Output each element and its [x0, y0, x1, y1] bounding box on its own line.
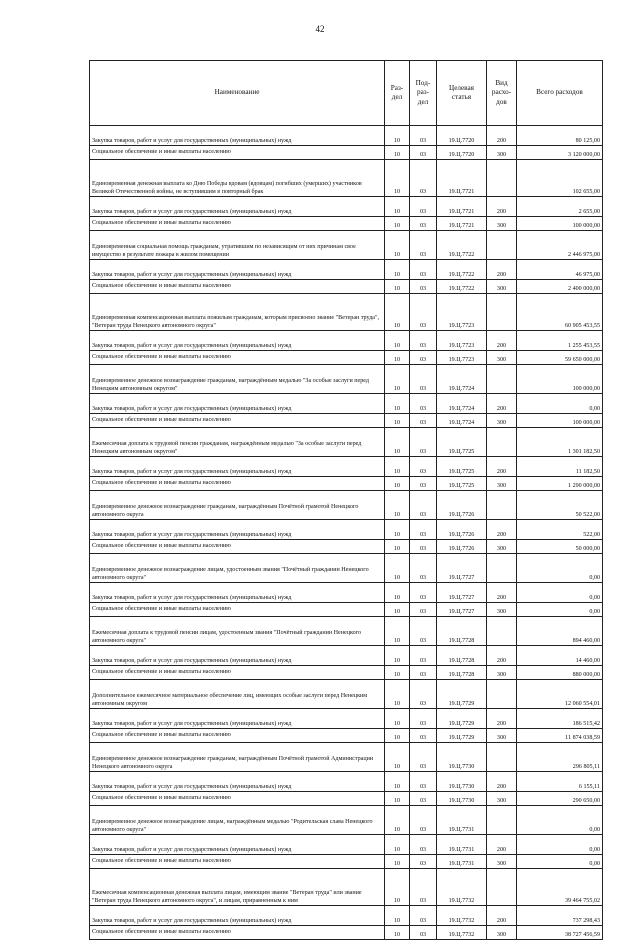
cell-expense-type: 200 [487, 197, 517, 217]
cell-subsection: 03 [410, 280, 437, 294]
cell-name: Социальное обеспечение и иные выплаты населению [90, 477, 385, 491]
cell-subsection: 03 [410, 260, 437, 280]
cell-name: Социальное обеспечение и иные выплаты населению [90, 280, 385, 294]
cell-name: Социальное обеспечение и иные выплаты населению [90, 146, 385, 160]
cell-expense-type [487, 491, 517, 520]
cell-total: 38 727 456,59 [517, 926, 603, 940]
cell-name: Закупка товаров, работ и услуг для государственных (муниципальных) нужд [90, 197, 385, 217]
table-row [90, 414, 603, 428]
cell-target-article: 19.Ц.7729 [437, 709, 487, 729]
cell-section: 10 [385, 729, 410, 743]
cell-total: 880 000,00 [517, 666, 603, 680]
cell-subsection: 03 [410, 772, 437, 792]
cell-total: 46 975,00 [517, 260, 603, 280]
cell-name: Единовременная социальная помощь гражданам, утратившим по независящим от них причинам свое имущество в результате пожара в жилом помещении [90, 231, 385, 260]
cell-target-article: 19.Ц.7726 [437, 520, 487, 540]
cell-target-article: 19.Ц.7723 [437, 294, 487, 331]
cell-expense-type: 300 [487, 477, 517, 491]
cell-name: Единовременное денежное вознаграждение гражданам, награждённым Почётной грамотой Ненецкого автономного округа [90, 491, 385, 520]
table-row [90, 331, 603, 351]
cell-target-article: 19.Ц.7722 [437, 280, 487, 294]
table-row [90, 394, 603, 414]
cell-total: 2 446 975,00 [517, 231, 603, 260]
cell-subsection: 03 [410, 491, 437, 520]
cell-subsection: 03 [410, 835, 437, 855]
cell-total: 0,00 [517, 554, 603, 583]
cell-name: Закупка товаров, работ и услуг для государственных (муниципальных) нужд [90, 906, 385, 926]
cell-section: 10 [385, 280, 410, 294]
cell-expense-type [487, 806, 517, 835]
cell-section: 10 [385, 646, 410, 666]
table-row [90, 926, 603, 940]
cell-total: 0,00 [517, 394, 603, 414]
table-row [90, 280, 603, 294]
cell-name: Закупка товаров, работ и услуг для государственных (муниципальных) нужд [90, 394, 385, 414]
cell-name: Социальное обеспечение и иные выплаты населению [90, 666, 385, 680]
cell-section: 10 [385, 743, 410, 772]
cell-name: Ежемесячная доплата к трудовой пенсии лицам, удостоенным звания "Почётный гражданин Ненецкого автономного округа" [90, 617, 385, 646]
table-row [90, 583, 603, 603]
cell-expense-type: 300 [487, 351, 517, 365]
cell-target-article: 19.Ц.7724 [437, 394, 487, 414]
cell-section: 10 [385, 772, 410, 792]
cell-target-article: 19.Ц.7730 [437, 792, 487, 806]
cell-target-article: 19.Ц.7725 [437, 428, 487, 457]
cell-target-article: 19.Ц.7727 [437, 603, 487, 617]
cell-name: Единовременное денежное вознаграждение лицам, награждённым медалью "Родительская слава Ненецкого автономного округа" [90, 806, 385, 835]
cell-name: Единовременное денежное вознаграждение гражданам, награждённым Почётной грамотой Администрации Ненецкого автономного округа [90, 743, 385, 772]
cell-section: 10 [385, 231, 410, 260]
cell-total: 0,00 [517, 806, 603, 835]
cell-total: 296 805,11 [517, 743, 603, 772]
page-number: 42 [315, 24, 325, 34]
cell-subsection: 03 [410, 906, 437, 926]
cell-section: 10 [385, 477, 410, 491]
cell-expense-type: 200 [487, 709, 517, 729]
table-row [90, 457, 603, 477]
table-row [90, 906, 603, 926]
cell-subsection: 03 [410, 414, 437, 428]
cell-total: 102 655,00 [517, 160, 603, 197]
cell-target-article: 19.Ц.7727 [437, 583, 487, 603]
cell-name: Социальное обеспечение и иные выплаты населению [90, 414, 385, 428]
table-row [90, 680, 603, 709]
table-row [90, 554, 603, 583]
cell-expense-type [487, 680, 517, 709]
cell-expense-type: 200 [487, 772, 517, 792]
cell-target-article: 19.Ц.7723 [437, 351, 487, 365]
cell-subsection: 03 [410, 709, 437, 729]
cell-target-article: 19.Ц.7732 [437, 926, 487, 940]
cell-target-article: 19.Ц.7730 [437, 772, 487, 792]
table-row [90, 709, 603, 729]
cell-expense-type [487, 743, 517, 772]
cell-name: Социальное обеспечение и иные выплаты населению [90, 729, 385, 743]
cell-total: 186 515,42 [517, 709, 603, 729]
cell-expense-type: 200 [487, 331, 517, 351]
cell-subsection: 03 [410, 603, 437, 617]
table-row [90, 231, 603, 260]
cell-subsection: 03 [410, 743, 437, 772]
cell-subsection: 03 [410, 926, 437, 940]
cell-expense-type: 300 [487, 146, 517, 160]
cell-section: 10 [385, 491, 410, 520]
cell-subsection: 03 [410, 554, 437, 583]
table-row [90, 729, 603, 743]
cell-total: 6 155,11 [517, 772, 603, 792]
cell-expense-type: 200 [487, 646, 517, 666]
table-row [90, 365, 603, 394]
header-name: Наименование [90, 61, 385, 126]
cell-total: 0,00 [517, 855, 603, 869]
cell-name: Дополнительное ежемесячное материальное обеспечение лиц, имеющих особые заслуги перед Ненецким автономным округом [90, 680, 385, 709]
cell-total: 1 301 182,50 [517, 428, 603, 457]
cell-expense-type: 300 [487, 540, 517, 554]
header-expense-type: Вид расхо- дов [487, 61, 517, 126]
cell-subsection: 03 [410, 477, 437, 491]
cell-subsection: 03 [410, 617, 437, 646]
cell-name: Ежемесячная доплата к трудовой пенсии гражданам, награждённым медалью "За особые заслуги перед Ненецким автономным округом" [90, 428, 385, 457]
table-row [90, 855, 603, 869]
cell-name: Закупка товаров, работ и услуг для государственных (муниципальных) нужд [90, 709, 385, 729]
cell-target-article: 19.Ц.7721 [437, 197, 487, 217]
cell-section: 10 [385, 260, 410, 280]
cell-target-article: 19.Ц.7729 [437, 680, 487, 709]
cell-target-article: 19.Ц.7725 [437, 477, 487, 491]
cell-total: 100 000,00 [517, 217, 603, 231]
header-target-article: Целевая статья [437, 61, 487, 126]
cell-total: 80 125,00 [517, 126, 603, 146]
cell-expense-type: 300 [487, 666, 517, 680]
cell-expense-type: 200 [487, 835, 517, 855]
cell-section: 10 [385, 617, 410, 646]
header-subsection: Под- раз- дел [410, 61, 437, 126]
cell-name: Закупка товаров, работ и услуг для государственных (муниципальных) нужд [90, 126, 385, 146]
table-row [90, 126, 603, 146]
cell-expense-type: 300 [487, 855, 517, 869]
cell-subsection: 03 [410, 457, 437, 477]
cell-subsection: 03 [410, 869, 437, 906]
cell-section: 10 [385, 428, 410, 457]
cell-expense-type: 200 [487, 126, 517, 146]
cell-target-article: 19.Ц.7728 [437, 666, 487, 680]
cell-section: 10 [385, 869, 410, 906]
cell-target-article: 19.Ц.7727 [437, 554, 487, 583]
cell-section: 10 [385, 835, 410, 855]
cell-section: 10 [385, 540, 410, 554]
cell-subsection: 03 [410, 351, 437, 365]
cell-total: 12 060 554,01 [517, 680, 603, 709]
cell-section: 10 [385, 217, 410, 231]
cell-subsection: 03 [410, 792, 437, 806]
cell-section: 10 [385, 806, 410, 835]
cell-subsection: 03 [410, 583, 437, 603]
cell-name: Закупка товаров, работ и услуг для государственных (муниципальных) нужд [90, 583, 385, 603]
cell-target-article: 19.Ц.7728 [437, 646, 487, 666]
cell-total: 2 400 000,00 [517, 280, 603, 294]
cell-section: 10 [385, 926, 410, 940]
table-row [90, 146, 603, 160]
cell-subsection: 03 [410, 540, 437, 554]
cell-target-article: 19.Ц.7728 [437, 617, 487, 646]
cell-section: 10 [385, 394, 410, 414]
cell-target-article: 19.Ц.7732 [437, 869, 487, 906]
header-total: Всего расходов [517, 61, 603, 126]
cell-total: 50 522,00 [517, 491, 603, 520]
table-row [90, 792, 603, 806]
cell-expense-type [487, 365, 517, 394]
cell-total: 0,00 [517, 603, 603, 617]
cell-expense-type: 200 [487, 260, 517, 280]
cell-total: 3 120 000,00 [517, 146, 603, 160]
cell-target-article: 19.Ц.7720 [437, 146, 487, 160]
cell-section: 10 [385, 126, 410, 146]
cell-target-article: 19.Ц.7723 [437, 331, 487, 351]
cell-expense-type [487, 231, 517, 260]
cell-subsection: 03 [410, 428, 437, 457]
table-header-row [90, 61, 603, 126]
cell-name: Ежемесячная компенсационная денежная выплата лицам, имеющим звание "Ветеран труда" или звание "Ветеран труда Ненецкого автономного округа", и лицам, приравненным к ним [90, 869, 385, 906]
cell-expense-type [487, 160, 517, 197]
cell-total: 11 182,50 [517, 457, 603, 477]
cell-subsection: 03 [410, 217, 437, 231]
cell-subsection: 03 [410, 806, 437, 835]
cell-subsection: 03 [410, 365, 437, 394]
cell-name: Закупка товаров, работ и услуг для государственных (муниципальных) нужд [90, 457, 385, 477]
cell-target-article: 19.Ц.7724 [437, 414, 487, 428]
cell-subsection: 03 [410, 331, 437, 351]
cell-name: Социальное обеспечение и иные выплаты населению [90, 792, 385, 806]
cell-expense-type: 300 [487, 792, 517, 806]
cell-expense-type: 300 [487, 414, 517, 428]
cell-section: 10 [385, 365, 410, 394]
cell-expense-type: 300 [487, 926, 517, 940]
cell-expense-type: 200 [487, 394, 517, 414]
cell-target-article: 19.Ц.7721 [437, 217, 487, 231]
cell-section: 10 [385, 680, 410, 709]
cell-total: 522,00 [517, 520, 603, 540]
cell-total: 0,00 [517, 835, 603, 855]
table-row [90, 160, 603, 197]
cell-section: 10 [385, 855, 410, 869]
cell-section: 10 [385, 294, 410, 331]
cell-expense-type: 200 [487, 906, 517, 926]
cell-total: 50 000,00 [517, 540, 603, 554]
cell-subsection: 03 [410, 160, 437, 197]
cell-name: Социальное обеспечение и иные выплаты населению [90, 926, 385, 940]
table-row [90, 428, 603, 457]
cell-name: Единовременная денежная выплата ко Дню Победы вдовам (вдовцам) погибших (умерших) участников Великой Отечественной войны, не вступившим в повторный брак [90, 160, 385, 197]
cell-expense-type [487, 554, 517, 583]
cell-name: Социальное обеспечение и иные выплаты населению [90, 603, 385, 617]
cell-expense-type: 200 [487, 520, 517, 540]
cell-expense-type: 300 [487, 729, 517, 743]
cell-name: Единовременное денежное вознаграждение гражданам, награждённым медалью "За особые заслуги перед Ненецким автономным округом" [90, 365, 385, 394]
cell-expense-type: 200 [487, 457, 517, 477]
table-row [90, 477, 603, 491]
cell-subsection: 03 [410, 231, 437, 260]
cell-target-article: 19.Ц.7724 [437, 365, 487, 394]
cell-total: 59 650 000,00 [517, 351, 603, 365]
table-row [90, 491, 603, 520]
cell-section: 10 [385, 603, 410, 617]
table-row [90, 666, 603, 680]
cell-target-article: 19.Ц.7732 [437, 906, 487, 926]
cell-section: 10 [385, 457, 410, 477]
cell-total: 11 874 038,59 [517, 729, 603, 743]
table-row [90, 217, 603, 231]
cell-total: 1 255 453,55 [517, 331, 603, 351]
cell-section: 10 [385, 666, 410, 680]
cell-subsection: 03 [410, 646, 437, 666]
cell-section: 10 [385, 146, 410, 160]
cell-subsection: 03 [410, 729, 437, 743]
cell-expense-type: 300 [487, 603, 517, 617]
cell-section: 10 [385, 554, 410, 583]
cell-target-article: 19.Ц.7721 [437, 160, 487, 197]
cell-target-article: 19.Ц.7720 [437, 126, 487, 146]
cell-total: 2 655,00 [517, 197, 603, 217]
cell-expense-type [487, 294, 517, 331]
cell-target-article: 19.Ц.7722 [437, 231, 487, 260]
cell-expense-type [487, 869, 517, 906]
table-row [90, 260, 603, 280]
cell-subsection: 03 [410, 126, 437, 146]
budget-table [89, 60, 603, 940]
table-row [90, 197, 603, 217]
cell-total: 100 000,00 [517, 414, 603, 428]
table-row [90, 351, 603, 365]
cell-section: 10 [385, 331, 410, 351]
cell-subsection: 03 [410, 855, 437, 869]
cell-target-article: 19.Ц.7726 [437, 491, 487, 520]
cell-target-article: 19.Ц.7731 [437, 855, 487, 869]
cell-subsection: 03 [410, 520, 437, 540]
cell-expense-type: 300 [487, 280, 517, 294]
cell-name: Закупка товаров, работ и услуг для государственных (муниципальных) нужд [90, 646, 385, 666]
cell-subsection: 03 [410, 197, 437, 217]
cell-name: Социальное обеспечение и иные выплаты населению [90, 351, 385, 365]
cell-expense-type [487, 617, 517, 646]
cell-total: 737 298,43 [517, 906, 603, 926]
cell-name: Единовременная компенсационная выплата пожилым гражданам, которым присвоено звание "Ветеран труда", "Ветеран труда Ненецкого автономного округа" [90, 294, 385, 331]
cell-subsection: 03 [410, 146, 437, 160]
cell-subsection: 03 [410, 394, 437, 414]
cell-section: 10 [385, 197, 410, 217]
cell-total: 60 905 453,55 [517, 294, 603, 331]
cell-expense-type: 300 [487, 217, 517, 231]
cell-name: Закупка товаров, работ и услуг для государственных (муниципальных) нужд [90, 772, 385, 792]
table-row [90, 617, 603, 646]
cell-section: 10 [385, 520, 410, 540]
header-section: Раз- дел [385, 61, 410, 126]
cell-name: Закупка товаров, работ и услуг для государственных (муниципальных) нужд [90, 260, 385, 280]
cell-name: Социальное обеспечение и иные выплаты населению [90, 217, 385, 231]
cell-section: 10 [385, 160, 410, 197]
table-row [90, 603, 603, 617]
cell-section: 10 [385, 906, 410, 926]
cell-subsection: 03 [410, 666, 437, 680]
cell-total: 100 000,00 [517, 365, 603, 394]
cell-name: Закупка товаров, работ и услуг для государственных (муниципальных) нужд [90, 331, 385, 351]
table-row [90, 869, 603, 906]
cell-section: 10 [385, 709, 410, 729]
cell-name: Закупка товаров, работ и услуг для государственных (муниципальных) нужд [90, 835, 385, 855]
cell-target-article: 19.Ц.7725 [437, 457, 487, 477]
cell-target-article: 19.Ц.7726 [437, 540, 487, 554]
table-row [90, 772, 603, 792]
cell-total: 14 460,00 [517, 646, 603, 666]
cell-expense-type: 200 [487, 583, 517, 603]
cell-name: Социальное обеспечение и иные выплаты населению [90, 540, 385, 554]
cell-total: 0,00 [517, 583, 603, 603]
table-row [90, 294, 603, 331]
cell-total: 894 460,00 [517, 617, 603, 646]
cell-target-article: 19.Ц.7731 [437, 806, 487, 835]
cell-section: 10 [385, 351, 410, 365]
table-row [90, 646, 603, 666]
cell-target-article: 19.Ц.7730 [437, 743, 487, 772]
table-row [90, 540, 603, 554]
table-row [90, 806, 603, 835]
cell-subsection: 03 [410, 294, 437, 331]
cell-target-article: 19.Ц.7729 [437, 729, 487, 743]
cell-name: Социальное обеспечение и иные выплаты населению [90, 855, 385, 869]
cell-section: 10 [385, 583, 410, 603]
cell-target-article: 19.Ц.7731 [437, 835, 487, 855]
cell-name: Единовременное денежное вознаграждение лицам, удостоенным звания "Почётный гражданин Ненецкого автономного округа" [90, 554, 385, 583]
table-row [90, 520, 603, 540]
cell-name: Закупка товаров, работ и услуг для государственных (муниципальных) нужд [90, 520, 385, 540]
cell-section: 10 [385, 792, 410, 806]
cell-subsection: 03 [410, 680, 437, 709]
cell-section: 10 [385, 414, 410, 428]
cell-total: 1 290 000,00 [517, 477, 603, 491]
cell-total: 290 650,00 [517, 792, 603, 806]
cell-total: 39 464 755,02 [517, 869, 603, 906]
table-row [90, 743, 603, 772]
cell-target-article: 19.Ц.7722 [437, 260, 487, 280]
table-row [90, 835, 603, 855]
cell-expense-type [487, 428, 517, 457]
